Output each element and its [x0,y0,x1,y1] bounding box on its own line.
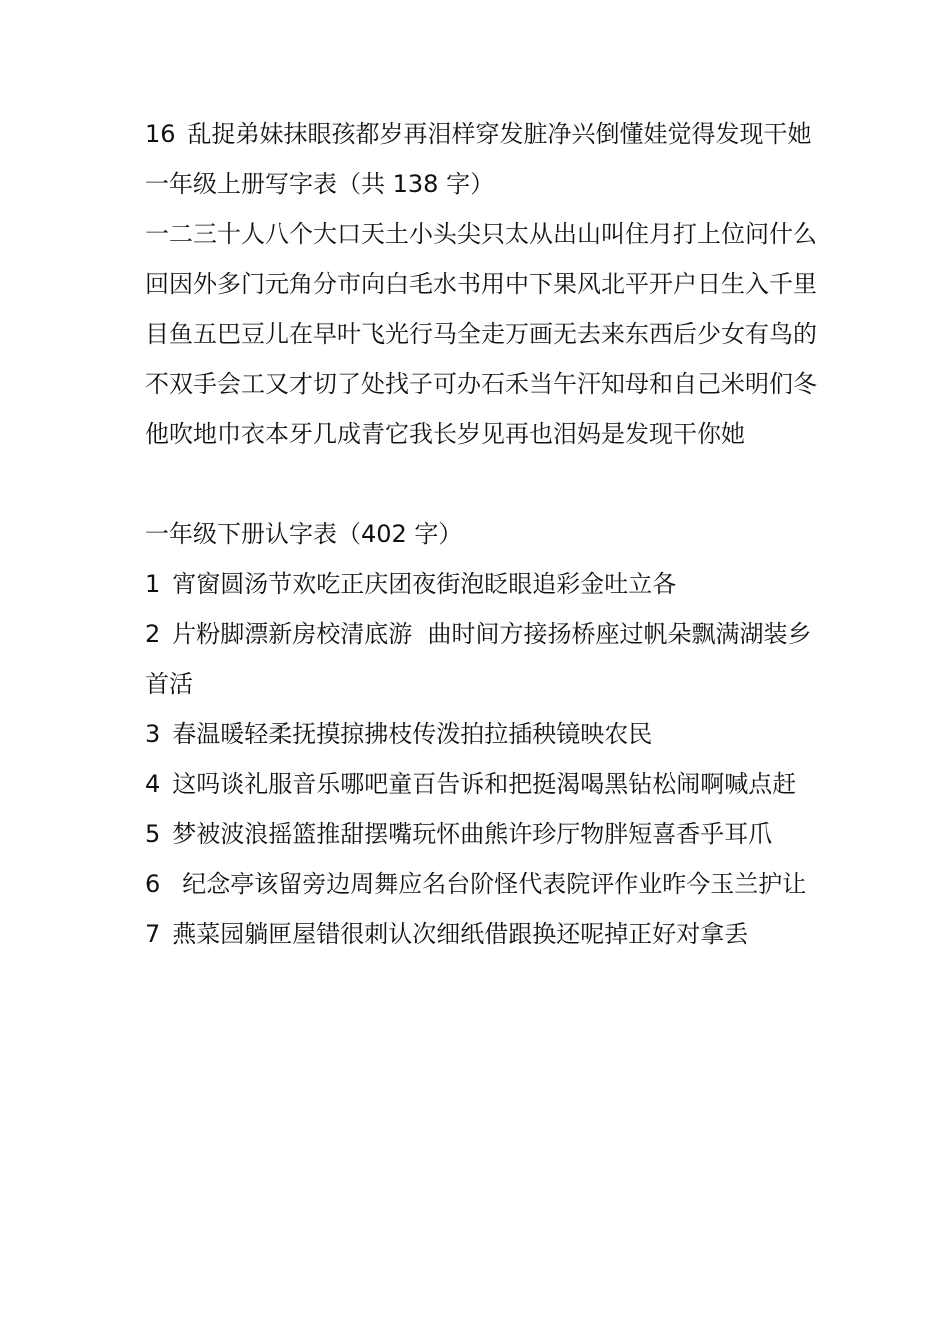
lesson-characters: 纪念亭该留旁边周舞应名台阶怪代表院评作业昨今玉兰护让 [182,870,807,898]
lesson-characters: 春温暖轻柔抚摸掠拂枝传泼拍拉插秧镜映农民 [172,720,653,748]
lesson-number: 2 [145,620,161,648]
lesson-number: 16 [145,120,176,148]
lesson-characters: 乱捉弟妹抹眼孩都岁再泪样穿发脏净兴倒懂娃觉得发现干她 [187,120,812,148]
lesson-characters: 这吗谈礼服音乐哪吧童百告诉和把挺渴喝黑钻松闹啊喊点赶 [172,770,797,798]
lesson-6-line [145,859,825,909]
lesson-characters: 片粉脚漂新房校清底游 曲时间方接扬桥座过帆朵飘满湖装乡首活 [145,620,812,698]
write-table-title: 一年级上册写字表（共 138 字） [145,170,495,198]
lesson-characters: 燕菜园躺匣屋错很刺认次细纸借跟换还呢掉正好对拿丢 [172,920,749,948]
lesson-1-line [145,559,825,609]
lesson-16-line [145,109,825,159]
lesson-characters: 梦被波浪摇篮推甜摆嘴玩怀曲熊许珍厅物胖短喜香乎耳爪 [172,820,773,848]
lesson-number: 7 [145,920,161,948]
write-table-characters: 一二三十人八个大口天土小头尖只太从出山叫住月打上位问什么回因外多门元角分市向白毛水书用中下果风北平开户日生入千里目鱼五巴豆儿在早叶飞光行马全走万画无去来东西后少女有鸟的不双手会工又才切了处找子可办石禾当午汗知母和自己米明们冬他吹地巾衣本牙几成青它我长岁见再也泪妈是发现干你她 [145,220,817,448]
lesson-number: 4 [145,770,161,798]
read-table-title: 一年级下册认字表（402 字） [145,520,463,548]
lesson-3-line [145,709,825,759]
lesson-7-line [145,909,825,959]
lesson-number: 1 [145,570,161,598]
lesson-5-line [145,809,825,859]
lesson-number: 3 [145,720,161,748]
lesson-characters: 宵窗圆汤节欢吃正庆团夜街泡眨眼追彩金吐立各 [172,570,677,598]
document-body [145,109,825,959]
blank-line [145,459,825,509]
lesson-number: 6 [145,870,161,898]
lesson-4-line [145,759,825,809]
lesson-number: 5 [145,820,161,848]
lesson-2-line [145,609,825,709]
